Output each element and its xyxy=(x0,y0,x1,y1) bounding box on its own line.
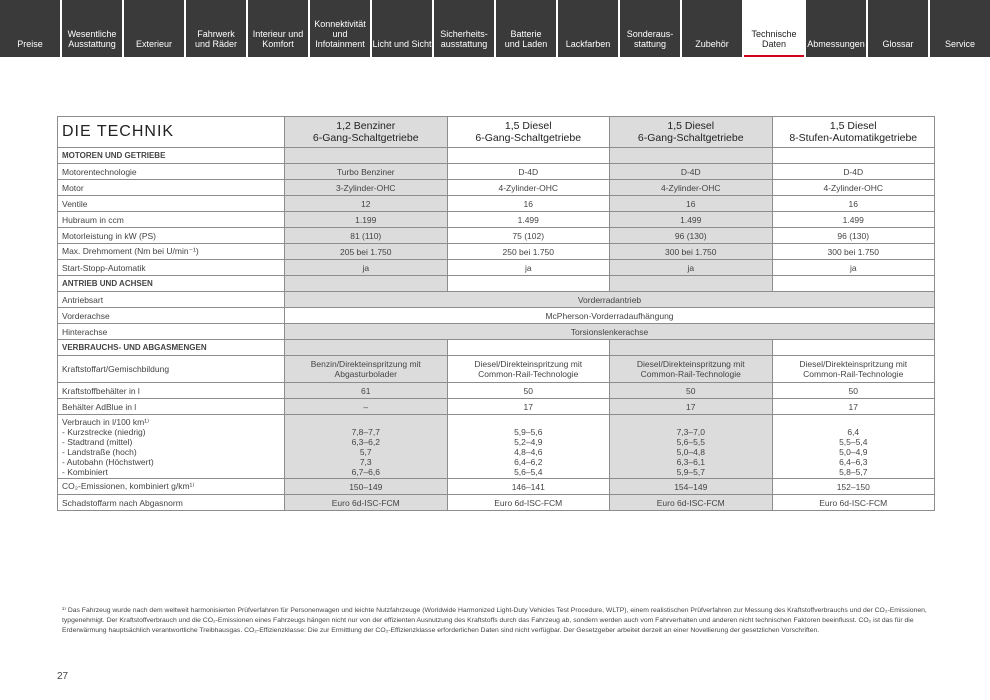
table-cell: 146–141 xyxy=(447,479,610,495)
table-cell: 205 bei 1.750 xyxy=(285,244,448,260)
row-label: Kraftstoffbehälter in l xyxy=(58,383,285,399)
row-label: Ventile xyxy=(58,196,285,212)
table-row xyxy=(58,383,935,399)
table-cell: D-4D xyxy=(610,164,773,180)
row-label: Max. Drehmoment (Nm bei U/min⁻¹) xyxy=(58,244,285,260)
tab-glossar[interactable]: Glossar xyxy=(868,0,928,57)
table-row xyxy=(58,479,935,495)
row-label: Antriebsart xyxy=(58,292,285,308)
row-label: Start-Stopp-Automatik xyxy=(58,260,285,276)
table-cell: Turbo Benziner xyxy=(285,164,448,180)
table-row xyxy=(58,228,935,244)
column-header: 1,5 Diesel 8-Stufen-Automatikgetriebe xyxy=(772,117,935,148)
table-cell: Diesel/Direkteinspritzung mit Common-Rail-Technologie xyxy=(610,356,773,383)
table-header-row xyxy=(58,117,935,148)
table-cell: 16 xyxy=(772,196,935,212)
table-cell: Euro 6d-ISC-FCM xyxy=(447,495,610,511)
table-cell: Euro 6d-ISC-FCM xyxy=(285,495,448,511)
page-title: DIE TECHNIK xyxy=(58,117,285,148)
section-heading: ANTRIEB UND ACHSEN xyxy=(58,276,285,292)
table-row xyxy=(58,308,935,324)
table-cell: 4-Zylinder-OHC xyxy=(610,180,773,196)
table-cell: – xyxy=(285,399,448,415)
tab-technische-daten[interactable]: Technische Daten xyxy=(744,0,804,57)
table-cell: D-4D xyxy=(772,164,935,180)
table-cell: 5,9–5,6 5,2–4,9 4,8–4,6 6,4–6,2 5,6–5,4 xyxy=(447,415,610,479)
tab-konnektivitaet[interactable]: Konnektivität und Infotainment xyxy=(310,0,370,57)
row-label: Hinterachse xyxy=(58,324,285,340)
tab-wesentliche-ausstattung[interactable]: Wesentliche Ausstattung xyxy=(62,0,122,57)
tab-preise[interactable]: Preise xyxy=(0,0,60,57)
row-label: Behälter AdBlue in l xyxy=(58,399,285,415)
table-cell: Diesel/Direkteinspritzung mit Common-Rail-Technologie xyxy=(447,356,610,383)
table-cell: ja xyxy=(772,260,935,276)
section-heading: MOTOREN UND GETRIEBE xyxy=(58,148,285,164)
row-label: Hubraum in ccm xyxy=(58,212,285,228)
table-cell: 96 (130) xyxy=(772,228,935,244)
section-row xyxy=(58,340,935,356)
table-cell: Torsionslenkerachse xyxy=(285,324,935,340)
table-row xyxy=(58,356,935,383)
row-label: CO₂-Emissionen, kombiniert g/km¹⁾ xyxy=(58,479,285,495)
page-number: 27 xyxy=(57,671,69,682)
table-cell: 50 xyxy=(447,383,610,399)
row-label: Vorderachse xyxy=(58,308,285,324)
tab-licht-und-sicht[interactable]: Licht und Sicht xyxy=(372,0,432,57)
footnote: ¹⁾ Das Fahrzeug wurde nach dem weltweit harmonisierten Prüfverfahren für Personenwagen und leichte Nutzfahrzeuge (Worldwide Harmonized Light-Duty Vehicles Test Procedure, WLTP), einem realistischen Prüfverfahren zur Messung des Kraftstoffverbrauchs und der CO₂-Emissionen, typgenehmigt. Der Kraftstoffverbrauch und die CO₂-Emissionen eines Fahrzeugs hängen nicht nur von der effizienten Ausnutzung des Kraftstoffs durch das Fahrzeug ab, sondern werden auch vom Fahrverhalten und anderen nicht technischen Faktoren beeinflusst. CO₂ ist das für die Erderwärmung hauptsächlich verantwortliche Treibhausgas. CO₂-Effizienzklasse: Die zur Ermittlung der CO₂-Effizienzklasse erforderlichen Daten sind nicht verfügbar. Der Gesetzgeber arbeitet derzeit an einer Novellierung der gesetzlichen Vorschriften. xyxy=(62,607,927,634)
row-label: Verbrauch in l/100 km¹⁾ - Kurzstrecke (niedrig) - Stadtrand (mittel) - Landstraße (hoch) - Autobahn (Höchstwert) - Kombiniert xyxy=(58,415,285,479)
tab-batterie[interactable]: Batterie und Laden xyxy=(496,0,556,57)
section-row xyxy=(58,148,935,164)
column-header: 1,2 Benziner 6-Gang-Schaltgetriebe xyxy=(285,117,448,148)
column-header: 1,5 Diesel 6-Gang-Schaltgetriebe xyxy=(610,117,773,148)
table-row xyxy=(58,164,935,180)
table-row xyxy=(58,260,935,276)
table-cell: ja xyxy=(610,260,773,276)
table-cell: 300 bei 1.750 xyxy=(610,244,773,260)
table-cell: ja xyxy=(285,260,448,276)
table-cell: McPherson-Vorderradaufhängung xyxy=(285,308,935,324)
column-header: 1,5 Diesel 6-Gang-Schaltgetriebe xyxy=(447,117,610,148)
table-cell: 250 bei 1.750 xyxy=(447,244,610,260)
tab-interieur[interactable]: Interieur und Komfort xyxy=(248,0,308,57)
row-label: Schadstoffarm nach Abgasnorm xyxy=(58,495,285,511)
technical-data-table xyxy=(57,116,935,511)
table-cell: 7,3–7,0 5,6–5,5 5,0–4,8 6,3–6,1 5,9–5,7 xyxy=(610,415,773,479)
table-cell: 1.499 xyxy=(447,212,610,228)
table-cell: 81 (110) xyxy=(285,228,448,244)
table-row xyxy=(58,495,935,511)
tab-sonderausstattung[interactable]: Sonderaus- stattung xyxy=(620,0,680,57)
tab-fahrwerk[interactable]: Fahrwerk und Räder xyxy=(186,0,246,57)
table-cell: 3-Zylinder-OHC xyxy=(285,180,448,196)
table-row xyxy=(58,292,935,308)
table-cell: 96 (130) xyxy=(610,228,773,244)
table-cell: 50 xyxy=(772,383,935,399)
table-cell: D-4D xyxy=(447,164,610,180)
table-cell: 152–150 xyxy=(772,479,935,495)
table-cell: 17 xyxy=(772,399,935,415)
table-cell: 4-Zylinder-OHC xyxy=(447,180,610,196)
table-row xyxy=(58,196,935,212)
table-row xyxy=(58,180,935,196)
tab-sicherheitsausstattung[interactable]: Sicherheits- ausstattung xyxy=(434,0,494,57)
tab-service[interactable]: Service xyxy=(930,0,990,57)
table-cell: 7,8–7,7 6,3–6,2 5,7 7,3 6,7–6,6 xyxy=(285,415,448,479)
table-cell: Euro 6d-ISC-FCM xyxy=(610,495,773,511)
table-cell: 17 xyxy=(610,399,773,415)
table-cell: 75 (102) xyxy=(447,228,610,244)
table-row xyxy=(58,399,935,415)
table-row xyxy=(58,212,935,228)
section-heading: VERBRAUCHS- UND ABGASMENGEN xyxy=(58,340,285,356)
table-cell: Euro 6d-ISC-FCM xyxy=(772,495,935,511)
row-label: Motor xyxy=(58,180,285,196)
tab-exterieur[interactable]: Exterieur xyxy=(124,0,184,57)
tab-zubehoer[interactable]: Zubehör xyxy=(682,0,742,57)
table-cell: 61 xyxy=(285,383,448,399)
table-cell: 17 xyxy=(447,399,610,415)
table-cell: Vorderradantrieb xyxy=(285,292,935,308)
table-cell: 6,4 5,5–5,4 5,0–4,9 6,4–6,3 5,8–5,7 xyxy=(772,415,935,479)
tab-lackfarben[interactable]: Lackfarben xyxy=(558,0,618,57)
table-row xyxy=(58,324,935,340)
table-cell: 12 xyxy=(285,196,448,212)
row-label: Kraftstoffart/Gemischbildung xyxy=(58,356,285,383)
table-cell: Diesel/Direkteinspritzung mit Common-Rail-Technologie xyxy=(772,356,935,383)
table-cell: 154–149 xyxy=(610,479,773,495)
table-row xyxy=(58,244,935,260)
table-cell: 150–149 xyxy=(285,479,448,495)
section-row xyxy=(58,276,935,292)
table-cell: 16 xyxy=(447,196,610,212)
table-cell: 1.499 xyxy=(610,212,773,228)
table-cell: ja xyxy=(447,260,610,276)
row-label: Motorleistung in kW (PS) xyxy=(58,228,285,244)
table-row xyxy=(58,415,935,479)
tab-abmessungen[interactable]: Abmessungen xyxy=(806,0,866,57)
table-cell: 50 xyxy=(610,383,773,399)
table-cell: Benzin/Direkteinspritzung mit Abgasturbolader xyxy=(285,356,448,383)
row-label: Motorentechnologie xyxy=(58,164,285,180)
table-cell: 16 xyxy=(610,196,773,212)
table-cell: 300 bei 1.750 xyxy=(772,244,935,260)
table-cell: 1.199 xyxy=(285,212,448,228)
table-cell: 1.499 xyxy=(772,212,935,228)
table-cell: 4-Zylinder-OHC xyxy=(772,180,935,196)
top-navigation xyxy=(0,0,990,57)
